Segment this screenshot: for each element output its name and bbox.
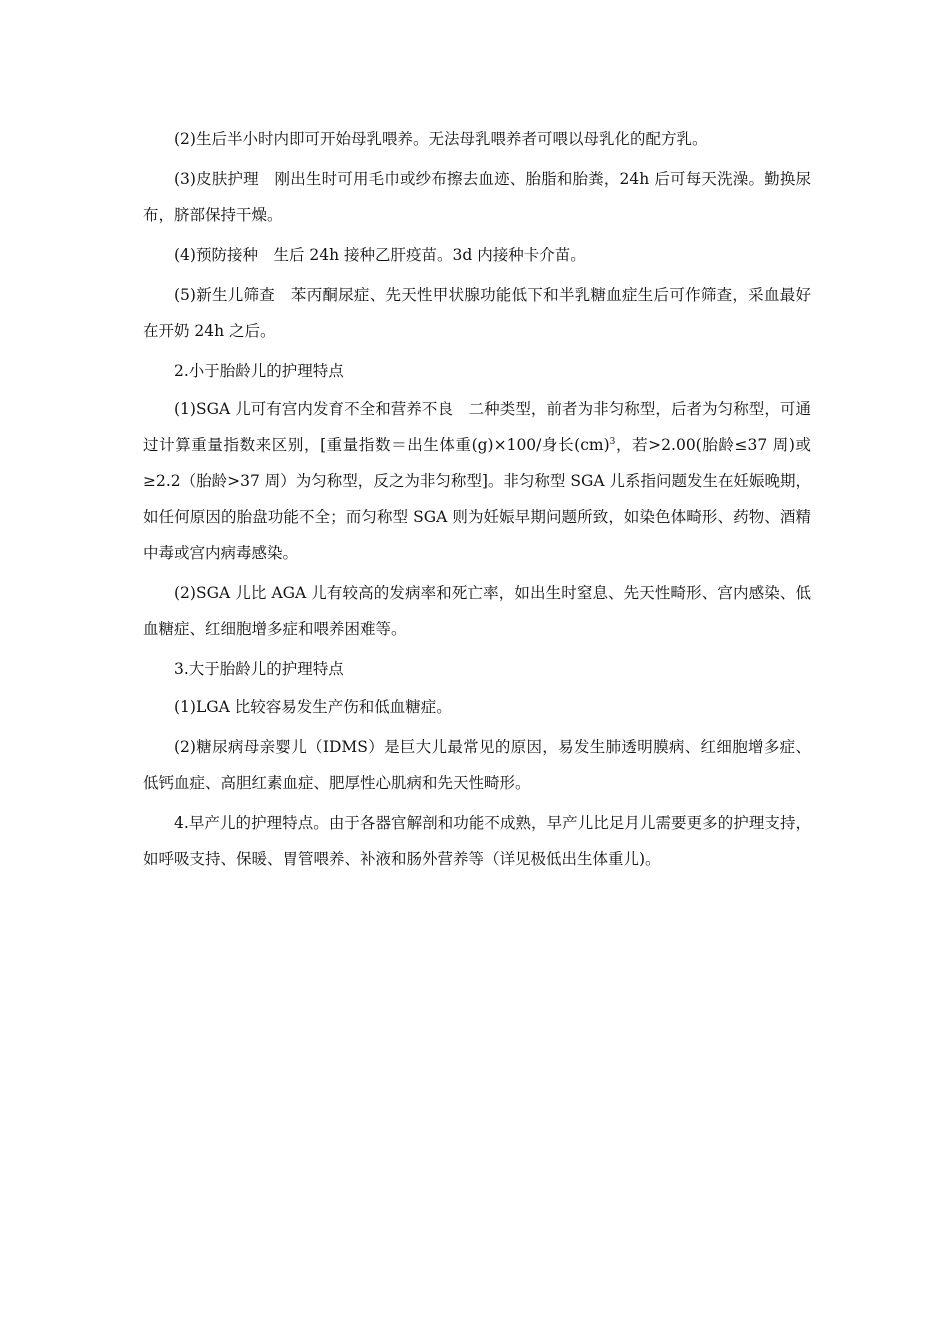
paragraph-breastfeeding: (2)生后半小时内即可开始母乳喂养。无法母乳喂养者可喂以母乳化的配方乳。: [174, 130, 708, 148]
paragraph-skin-care: (3)皮肤护理 刚出生时可用毛巾或纱布擦去血迹、胎脂和胎粪，24h 后可每天洗澡。勤换尿布，脐部保持干燥。: [143, 170, 811, 224]
section-heading-sga: 2.小于胎龄儿的护理特点: [174, 362, 344, 380]
paragraph-idms: (2)糖尿病母亲婴儿（IDMS）是巨大儿最常见的原因，易发生肺透明膜病、红细胞增多症、低钙血症、高胆红素血症、肥厚性心肌病和先天性畸形。: [143, 738, 811, 792]
paragraph-sga-types-part2: ，若>2.00(胎龄≤37 周)或≥2.2（胎龄>37 周）为匀称型，反之为非匀称型]。非匀称型 SGA 儿系指问题发生在妊娠晚期，如任何原因的胎盘功能不全；而匀称型 SGA 则为妊娠早期问题所致，如染色体畸形、药物、酒精中毒或宫内病毒感染。: [143, 436, 811, 562]
paragraph-sga-morbidity: (2)SGA 儿比 AGA 儿有较高的发病率和死亡率，如出生时窒息、先天性畸形、宫内感染、低血糖症、红细胞增多症和喂养困难等。: [143, 584, 811, 638]
paragraph-sga-types: [143, 391, 811, 571]
paragraph-sga-types-part1: (1)SGA 儿可有宫内发育不全和营养不良 二种类型，前者为非匀称型，后者为匀称型，可通过计算重量指数来区别，[重量指数＝出生体重(g)×100/身长(cm): [143, 400, 811, 454]
paragraph-preterm-care: 4.早产儿的护理特点。由于各器官解剖和功能不成熟，早产儿比足月儿需要更多的护理支持，如呼吸支持、保暖、胃管喂养、补液和肠外营养等（详见极低出生体重儿)。: [143, 814, 811, 868]
paragraph-newborn-screening: (5)新生儿筛查 苯丙酮尿症、先天性甲状腺功能低下和半乳糖血症生后可作筛查，采血最好在开奶 24h 之后。: [143, 286, 811, 340]
superscript-cube: 3: [609, 436, 616, 447]
paragraph-vaccination: (4)预防接种 生后 24h 接种乙肝疫苗。3d 内接种卡介苗。: [174, 246, 586, 264]
section-heading-lga: 3.大于胎龄儿的护理特点: [174, 660, 344, 678]
paragraph-lga-risks: (1)LGA 比较容易发生产伤和低血糖症。: [174, 698, 452, 716]
document-body: [143, 121, 811, 881]
